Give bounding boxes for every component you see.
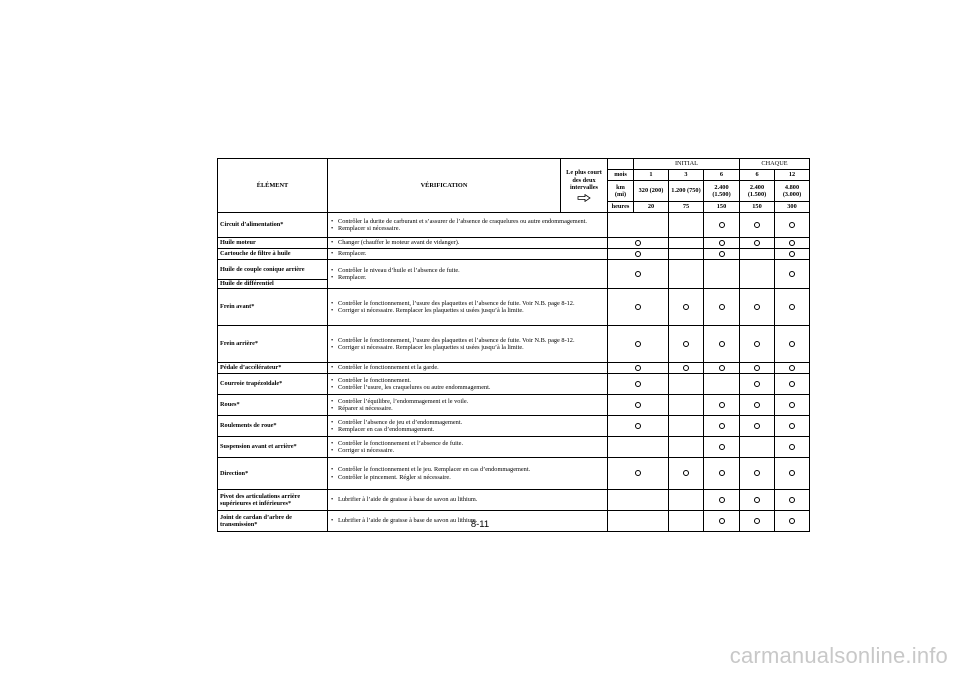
header-initial: INITIAL <box>634 159 740 170</box>
watermark: carmanualsonline.info <box>729 643 948 668</box>
row-element: Huile de couple conique arrière <box>218 260 328 280</box>
row-checks <box>328 458 608 490</box>
interval-cell <box>740 213 775 238</box>
interval-months-4: 6 <box>740 170 775 181</box>
service-mark-icon <box>635 251 641 257</box>
interval-km-1: 320 (200) <box>634 181 669 202</box>
interval-cell <box>740 458 775 490</box>
service-mark-icon <box>719 251 725 257</box>
service-mark-icon <box>635 423 641 429</box>
row-element: Huile de différentiel <box>218 280 328 289</box>
service-mark-icon <box>719 222 725 228</box>
row-checks <box>328 416 608 437</box>
interval-hours-5: 300 <box>775 202 810 213</box>
service-mark-icon <box>754 240 760 246</box>
service-mark-icon <box>754 381 760 387</box>
check-item: • Contrôler l’absence de jeu et d’endommagement. <box>330 419 605 426</box>
interval-hours-3: 150 <box>704 202 740 213</box>
interval-cell <box>608 326 669 363</box>
service-mark-icon <box>754 365 760 371</box>
row-checks <box>328 437 608 458</box>
interval-cell <box>608 213 669 238</box>
label-hours: heures <box>608 202 634 213</box>
interval-cell <box>608 490 669 511</box>
check-item: • Corriger si nécessaire. Remplacer les plaquettes si usées jusqu’à la limite. <box>330 307 605 314</box>
service-mark-icon <box>719 365 725 371</box>
check-item: • Contrôler le fonctionnement et la garde. <box>330 364 605 371</box>
check-item: • Remplacer en cas d’endommagement. <box>330 426 605 433</box>
interval-cell <box>775 374 810 395</box>
table-row <box>218 437 810 458</box>
label-km: km (mi) <box>608 181 634 202</box>
row-checks <box>328 249 608 260</box>
interval-cell <box>775 395 810 416</box>
interval-cell <box>775 416 810 437</box>
check-item: • Contrôler l’usure, les craquelures ou autre endommagement. <box>330 384 605 391</box>
interval-cell <box>704 238 740 249</box>
interval-cell <box>608 437 669 458</box>
service-mark-icon <box>683 341 689 347</box>
interval-km-4: 2.400 (1.500) <box>740 181 775 202</box>
service-mark-icon <box>635 470 641 476</box>
service-mark-icon <box>719 444 725 450</box>
row-checks <box>328 326 608 363</box>
check-item: • Contrôler le niveau d’huile et l’absence de fuite. <box>330 267 605 274</box>
service-mark-icon <box>789 497 795 503</box>
check-item: • Contrôler le fonctionnement et le jeu. Remplacer en cas d’endommagement. <box>330 466 605 473</box>
row-element: Frein avant* <box>218 289 328 326</box>
check-item: • Contrôler la durite de carburant et s’assurer de l’absence de craquelures ou autre endommagement. <box>330 218 605 225</box>
interval-cell <box>740 326 775 363</box>
check-item: • Remplacer. <box>330 274 605 281</box>
service-mark-icon <box>789 381 795 387</box>
service-mark-icon <box>789 444 795 450</box>
service-mark-icon <box>789 402 795 408</box>
service-mark-icon <box>789 251 795 257</box>
service-mark-icon <box>719 240 725 246</box>
interval-cell <box>775 238 810 249</box>
interval-cell <box>669 416 704 437</box>
interval-cell <box>608 260 669 289</box>
interval-cell <box>669 437 704 458</box>
header-whichever-text: Le plus court des deux intervalles <box>566 169 602 192</box>
table-row <box>218 490 810 511</box>
row-element: Courroie trapézoïdale* <box>218 374 328 395</box>
check-item: • Contrôler le fonctionnement, l’usure des plaquettes et l’absence de fuite. Voir N.B. page 8-12. <box>330 337 605 344</box>
interval-cell <box>740 490 775 511</box>
interval-cell <box>669 249 704 260</box>
service-mark-icon <box>719 497 725 503</box>
service-mark-icon <box>635 341 641 347</box>
check-item: • Contrôler le pincement. Régler si nécessaire. <box>330 474 605 481</box>
check-item: • Remplacer si nécessaire. <box>330 225 605 232</box>
page-number: 8-11 <box>470 519 490 530</box>
interval-cell <box>740 363 775 374</box>
service-mark-icon <box>719 423 725 429</box>
table-row <box>218 289 810 326</box>
check-item: • Changer (chauffer le moteur avant de vidanger). <box>330 239 605 246</box>
interval-cell <box>740 437 775 458</box>
row-element: Suspension avant et arrière* <box>218 437 328 458</box>
row-element: Circuit d’alimentation* <box>218 213 328 238</box>
row-element: Huile moteur <box>218 238 328 249</box>
interval-cell <box>669 395 704 416</box>
interval-cell <box>775 458 810 490</box>
table-row <box>218 260 810 280</box>
interval-km-3: 2.400 (1.500) <box>704 181 740 202</box>
service-mark-icon <box>719 402 725 408</box>
interval-cell <box>775 490 810 511</box>
interval-cell <box>669 326 704 363</box>
row-element: Pivot des articulations arrière supérieures et inférieures* <box>218 490 328 511</box>
service-mark-icon <box>635 402 641 408</box>
service-mark-icon <box>754 470 760 476</box>
interval-cell <box>669 289 704 326</box>
service-mark-icon <box>683 304 689 310</box>
service-mark-icon <box>719 304 725 310</box>
interval-months-5: 12 <box>775 170 810 181</box>
service-mark-icon <box>683 470 689 476</box>
table-row <box>218 363 810 374</box>
interval-cell <box>740 416 775 437</box>
arrow-right-icon <box>577 194 591 202</box>
interval-cell <box>704 437 740 458</box>
interval-cell <box>704 363 740 374</box>
interval-km-5: 4.800 (3.000) <box>775 181 810 202</box>
service-mark-icon <box>754 423 760 429</box>
service-mark-icon <box>789 240 795 246</box>
service-mark-icon <box>754 497 760 503</box>
maintenance-table <box>217 158 810 532</box>
service-mark-icon <box>789 365 795 371</box>
table-row <box>218 458 810 490</box>
check-item: • Corriger si nécessaire. Remplacer les plaquettes si usées jusqu’à la limite. <box>330 344 605 351</box>
interval-months-3: 6 <box>704 170 740 181</box>
interval-cell <box>669 490 704 511</box>
interval-cell <box>740 260 775 289</box>
service-mark-icon <box>754 304 760 310</box>
row-checks <box>328 374 608 395</box>
interval-hours-2: 75 <box>669 202 704 213</box>
interval-cell <box>608 416 669 437</box>
interval-cell <box>740 395 775 416</box>
interval-cell <box>669 374 704 395</box>
service-mark-icon <box>683 365 689 371</box>
interval-cell <box>775 249 810 260</box>
interval-cell <box>608 374 669 395</box>
interval-cell <box>608 458 669 490</box>
interval-cell <box>704 395 740 416</box>
service-mark-icon <box>754 222 760 228</box>
table-row <box>218 326 810 363</box>
row-element: Frein arrière* <box>218 326 328 363</box>
interval-cell <box>740 289 775 326</box>
interval-cell <box>775 260 810 289</box>
interval-cell <box>669 213 704 238</box>
interval-cell <box>704 213 740 238</box>
interval-cell <box>608 395 669 416</box>
interval-cell <box>775 289 810 326</box>
check-item: • Remplacer. <box>330 250 605 257</box>
table-row <box>218 238 810 249</box>
interval-km-2: 1.200 (750) <box>669 181 704 202</box>
service-mark-icon <box>789 304 795 310</box>
row-checks <box>328 213 608 238</box>
header-element: ÉLÉMENT <box>218 159 328 213</box>
check-item: • Réparer si nécessaire. <box>330 405 605 412</box>
interval-cell <box>704 458 740 490</box>
service-mark-icon <box>789 222 795 228</box>
interval-cell <box>608 249 669 260</box>
interval-cell <box>704 326 740 363</box>
service-mark-icon <box>789 271 795 277</box>
service-mark-icon <box>754 402 760 408</box>
table-row <box>218 416 810 437</box>
row-checks <box>328 260 608 289</box>
interval-hours-1: 20 <box>634 202 669 213</box>
check-item: • Contrôler le fonctionnement, l’usure des plaquettes et l’absence de fuite. Voir N.B. page 8-12. <box>330 300 605 307</box>
table-row <box>218 249 810 260</box>
service-mark-icon <box>719 341 725 347</box>
interval-cell <box>669 363 704 374</box>
header-verification: VÉRIFICATION <box>328 159 561 213</box>
interval-months-2: 3 <box>669 170 704 181</box>
interval-cell <box>704 289 740 326</box>
row-checks <box>328 395 608 416</box>
interval-cell <box>669 260 704 289</box>
interval-cell <box>608 363 669 374</box>
check-item: • Corriger si nécessaire. <box>330 447 605 454</box>
row-element: Direction* <box>218 458 328 490</box>
interval-cell <box>608 238 669 249</box>
service-mark-icon <box>635 240 641 246</box>
interval-hours-4: 150 <box>740 202 775 213</box>
check-item: • Contrôler le fonctionnement. <box>330 377 605 384</box>
row-checks <box>328 363 608 374</box>
interval-cell <box>608 289 669 326</box>
table-row <box>218 213 810 238</box>
service-mark-icon <box>635 365 641 371</box>
service-mark-icon <box>789 341 795 347</box>
check-item: • Contrôler le fonctionnement et l’absence de fuite. <box>330 440 605 447</box>
interval-cell <box>775 326 810 363</box>
interval-cell <box>669 458 704 490</box>
interval-cell <box>775 213 810 238</box>
interval-cell <box>669 238 704 249</box>
row-element: Pédale d’accélérateur* <box>218 363 328 374</box>
service-mark-icon <box>635 271 641 277</box>
interval-cell <box>740 238 775 249</box>
interval-cell <box>704 260 740 289</box>
service-mark-icon <box>635 304 641 310</box>
check-item: • Contrôler l’équilibre, l’endommagement et le voile. <box>330 398 605 405</box>
table-row <box>218 374 810 395</box>
interval-cell <box>704 374 740 395</box>
check-item: • Lubrifier à l’aide de graisse à base de savon au lithium. <box>330 496 605 503</box>
service-mark-icon <box>635 381 641 387</box>
service-mark-icon <box>789 470 795 476</box>
header-blank <box>608 159 634 170</box>
interval-cell <box>704 490 740 511</box>
interval-months-1: 1 <box>634 170 669 181</box>
interval-cell <box>704 249 740 260</box>
row-element: Roues* <box>218 395 328 416</box>
label-months: mois <box>608 170 634 181</box>
row-checks <box>328 289 608 326</box>
interval-cell <box>775 363 810 374</box>
service-mark-icon <box>754 341 760 347</box>
service-mark-icon <box>719 470 725 476</box>
service-mark-icon <box>789 423 795 429</box>
interval-cell <box>740 249 775 260</box>
header-every: CHAQUE <box>740 159 810 170</box>
row-element: Roulements de roue* <box>218 416 328 437</box>
interval-cell <box>740 374 775 395</box>
row-element: Joint de cardan d’arbre de transmission* <box>218 511 328 532</box>
check-item: • Lubrifier à l’aide de graisse à base de savon au lithium. <box>330 517 605 524</box>
row-checks <box>328 238 608 249</box>
row-element: Cartouche de filtre à huile <box>218 249 328 260</box>
header-whichever <box>561 159 608 213</box>
interval-cell <box>775 437 810 458</box>
row-checks <box>328 490 608 511</box>
interval-cell <box>704 416 740 437</box>
table-row <box>218 395 810 416</box>
